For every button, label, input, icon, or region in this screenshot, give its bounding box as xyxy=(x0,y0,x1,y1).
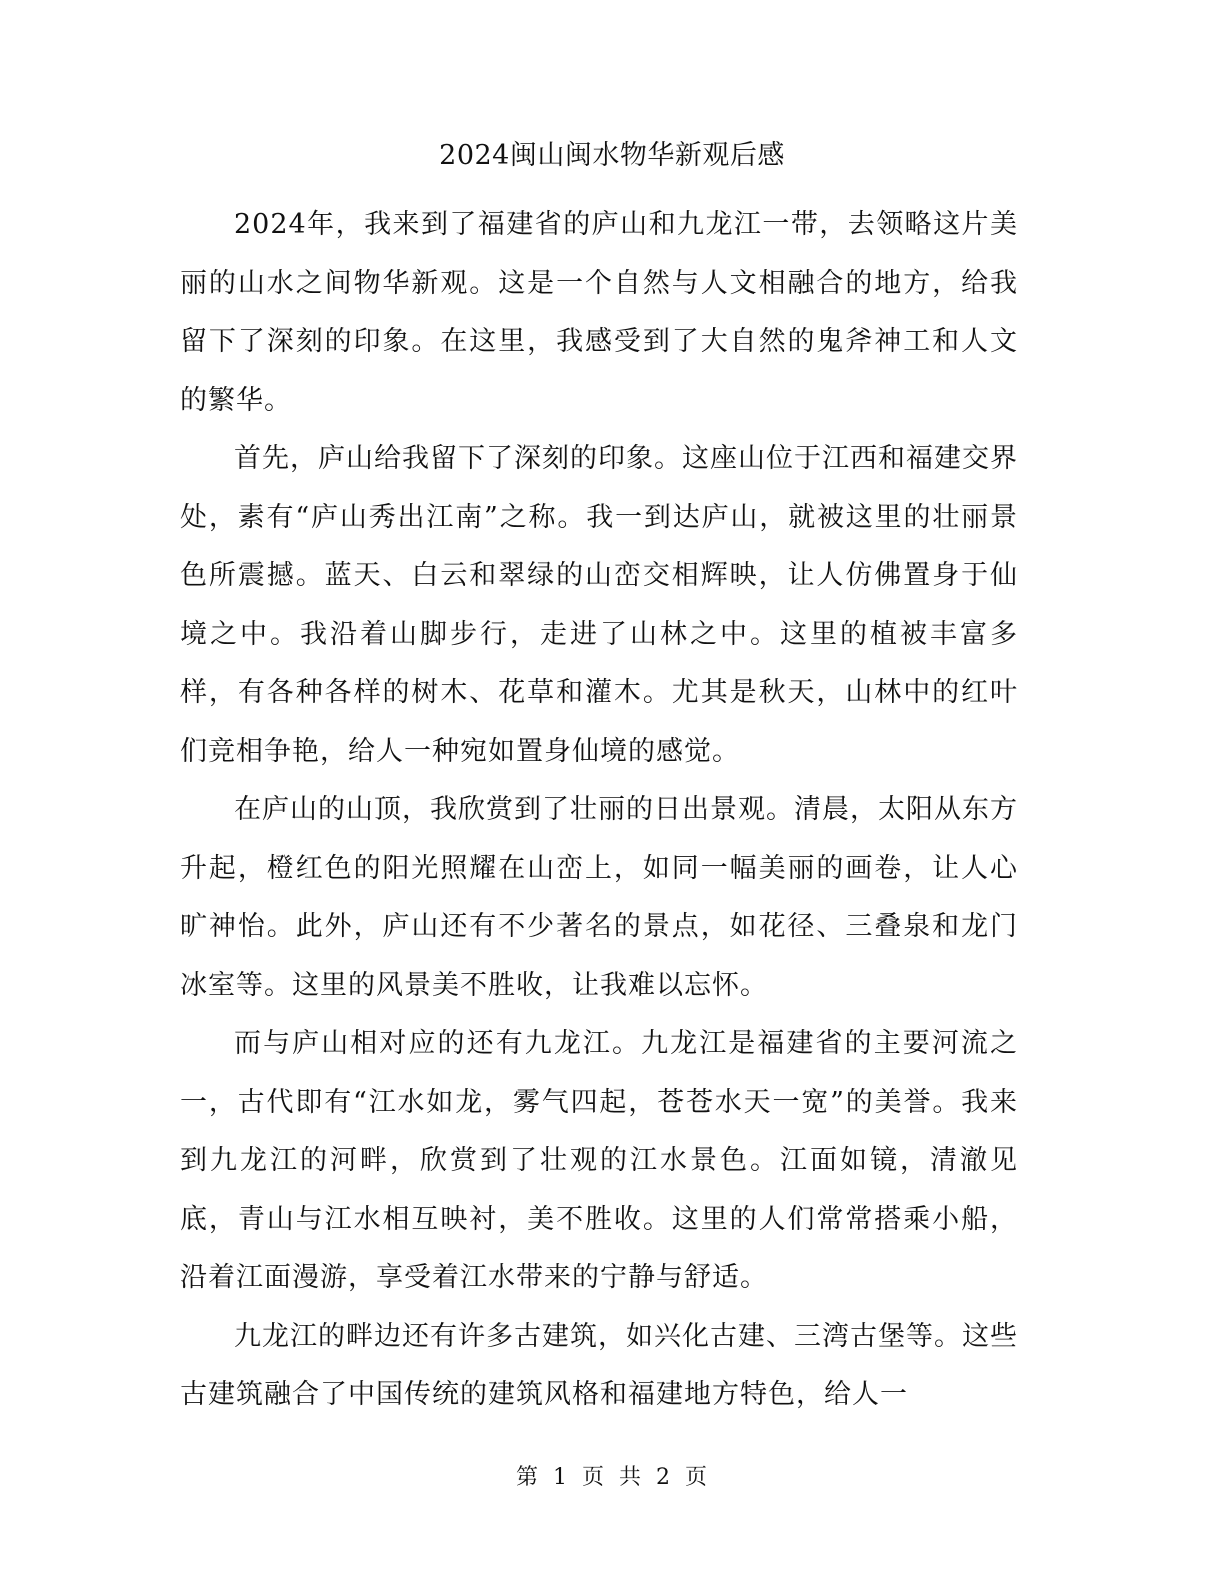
paragraph-2: 首先，庐山给我留下了深刻的印象。这座山位于江西和福建交界处，素有“庐山秀出江南”之称。我一到达庐山，就被这里的壮丽景色所震撼。蓝天、白云和翠绿的山峦交相辉映，让人仿佛置身于仙境之中。我沿着山脚步行，走进了山林之中。这里的植被丰富多样，有各种各样的树木、花草和灌木。尤其是秋天，山林中的红叶们竞相争艳，给人一种宛如置身仙境的感觉。 xyxy=(180,443,1018,767)
page-number-footer: 第 1 页 共 2 页 xyxy=(516,1465,708,1490)
paragraph-5: 九龙江的畔边还有许多古建筑，如兴化古建、三湾古堡等。这些古建筑融合了中国传统的建筑风格和福建地方特色，给人一 xyxy=(180,1320,1018,1410)
paragraph-1: 2024年，我来到了福建省的庐山和九龙江一带，去领略这片美丽的山水之间物华新观。这是一个自然与人文相融合的地方，给我留下了深刻的印象。在这里，我感受到了大自然的鬼斧神工和人文的繁华。 xyxy=(180,209,1018,416)
paragraph-3: 在庐山的山顶，我欣赏到了壮丽的日出景观。清晨，太阳从东方升起，橙红色的阳光照耀在山峦上，如同一幅美丽的画卷，让人心旷神怡。此外，庐山还有不少著名的景点，如花径、三叠泉和龙门冰室等。这里的风景美不胜收，让我难以忘怀。 xyxy=(180,794,1018,1001)
document-body xyxy=(180,196,1018,1425)
paragraph-4: 而与庐山相对应的还有九龙江。九龙江是福建省的主要河流之一，古代即有“江水如龙，雾气四起，苍苍水天一宽”的美誉。我来到九龙江的河畔，欣赏到了壮观的江水景色。江面如镜，清澈见底，青山与江水相互映衬，美不胜收。这里的人们常常搭乘小船，沿着江面漫游，享受着江水带来的宁静与舒适。 xyxy=(180,1028,1018,1293)
document-title: 2024闽山闽水物华新观后感 xyxy=(439,140,785,171)
